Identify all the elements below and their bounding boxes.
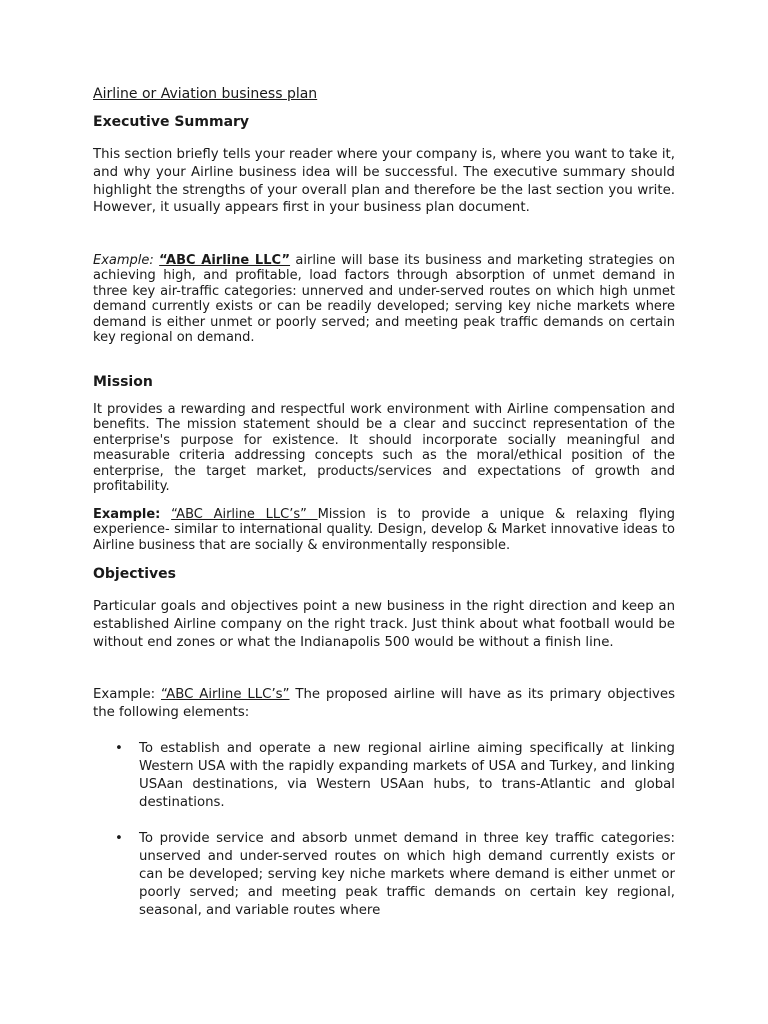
example-company: “ABC Airline LLC’s” <box>171 507 318 522</box>
example-text: airline will base its business and marketing strategies on achieving high, and profitable, load factors through absorption of unmet demand in three key air-traffic categories: unnerved and under-served routes on which high unmet demand currently exists or can be readily developed; serving key niche markets where demand is either unmet or poorly served; and meeting peak traffic demands on certain key regional on demand. <box>93 253 675 346</box>
list-item <box>93 830 675 920</box>
executive-summary-example <box>93 253 675 345</box>
example-text: The proposed airline will have as its primary objectives the following elements: <box>93 687 675 720</box>
document-title: Airline or Aviation business plan <box>93 86 318 102</box>
list-item-text: To provide service and absorb unmet demand in three key traffic categories: unserved and under-served routes on which high demand currently exists or can be developed; serving key niche markets where demand is either unmet or poorly served; and meeting peak traffic demands on certain key regional, seasonal, and variable routes where <box>139 831 675 918</box>
objectives-bullet-list <box>93 740 675 920</box>
example-label: Example: <box>93 687 156 702</box>
objectives-body: Particular goals and objectives point a new business in the right direction and keep an established Airline company on the right track. Just think about what football would be without end zones or what the Indianapolis 500 would be without a finish line. <box>93 599 675 650</box>
objectives-heading: Objectives <box>93 566 176 582</box>
objectives-example <box>93 686 675 722</box>
example-text: Mission is to provide a unique & relaxing flying experience- similar to international quality. Design, develop & Market innovative ideas to Airline business that are socially & environmentally responsible. <box>93 507 676 553</box>
mission-example <box>93 507 675 553</box>
mission-heading: Mission <box>93 374 153 390</box>
example-label: Example: <box>93 253 154 268</box>
example-label: Example: <box>93 507 161 522</box>
example-company: “ABC Airline LLC’s” <box>161 687 290 702</box>
bullet-icon: • <box>115 741 123 756</box>
list-item <box>93 740 675 812</box>
mission-body: It provides a rewarding and respectful work environment with Airline compensation and benefits. The mission statement should be a clear and succinct representation of the enterprise's purpose for existence. It should incorporate socially meaningful and measurable criteria addressing concepts such as the moral/ethical position of the enterprise, the target market, products/services and expectations of growth and profitability. <box>93 402 675 495</box>
executive-summary-body: This section briefly tells your reader where your company is, where you want to take it, and why your Airline business idea will be successful. The executive summary should highlight the strengths of your overall plan and therefore be the last section you write. However, it usually appears first in your business plan document. <box>93 147 675 216</box>
list-item-text: To establish and operate a new regional airline aiming specifically at linking Western USA with the rapidly expanding markets of USA and Turkey, and linking USAan destinations, via Western USAan hubs, to trans-Atlantic and global destinations. <box>139 741 675 810</box>
bullet-icon: • <box>115 831 123 846</box>
example-company: “ABC Airline LLC” <box>159 253 291 268</box>
executive-summary-heading: Executive Summary <box>93 114 250 130</box>
